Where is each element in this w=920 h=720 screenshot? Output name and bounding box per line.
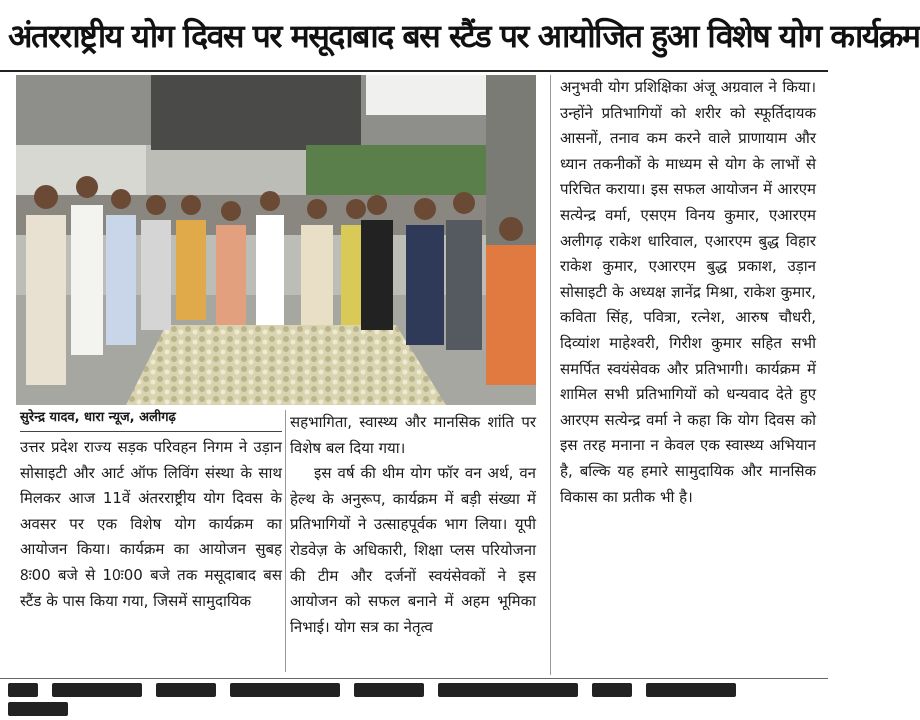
news-photo — [16, 75, 536, 405]
article-column-2 — [290, 410, 536, 640]
headline: अंतरराष्ट्रीय योग दिवस पर मसूदाबाद बस स्टैंड पर आयोजित हुआ विशेष योग कार्यक्रम — [8, 17, 920, 55]
paragraph: उत्तर प्रदेश राज्य सड़क परिवहन निगम ने उड़ान सोसाइटी और आर्ट ऑफ लिविंग संस्था के साथ मिलकर आज 11वें अंतरराष्ट्रीय योग दिवस के अवसर पर एक विशेष योग कार्यक्रम का आयोजन किया। कार्यक्रम का आयोजन सुबह 8ः00 बजे से 10ः00 बजे तक मसूदाबाद बस स्टैंड के पास किया गया, जिसमें सामुदायिक — [20, 438, 282, 610]
paragraph: इस वर्ष की थीम योग फॉर वन अर्थ, वन हेल्थ के अनुरूप, कार्यक्रम में बड़ी संख्या में प्रतिभागियों ने उत्साहपूर्वक भाग लिया। यूपी रोडवेज़ के अधिकारी, शिक्षा प्लस परियोजना की टीम और दर्जनों स्वयंसेवकों ने इस आयोजन को सफल बनाने में अहम भूमिका निभाई। योग सत्र का नेतृत्व — [290, 464, 536, 636]
article-column-1 — [20, 435, 282, 614]
article-column-3 — [560, 75, 816, 510]
bottom-divider — [0, 678, 828, 679]
byline-divider — [20, 431, 282, 432]
paragraph: सहभागिता, स्वास्थ्य और मानसिक शांति पर विशेष बल दिया गया। — [290, 413, 536, 457]
headline-divider — [0, 70, 828, 72]
column-divider — [550, 75, 551, 675]
group-photo-icon — [16, 75, 536, 405]
column-divider — [285, 410, 286, 672]
byline: सुरेन्द्र यादव, धारा न्यूज, अलीगढ़ — [20, 410, 176, 425]
paragraph: अनुभवी योग प्रशिक्षिका अंजू अग्रवाल ने किया। उन्होंने प्रतिभागियों को शरीर को स्फूर्तिदायक आसनों, तनाव कम करने वाले प्राणायाम और ध्यान तकनीकों के माध्यम से योग के लाभों से परिचित कराया। इस सफल आयोजन में आरएम सत्येन्द्र वर्मा, एसएम विनय कुमार, एआरएम अलीगढ़ राकेश धारिवाल, एआरएम बुद्ध विहार राकेश कुमार, एआरएम बुद्ध प्रकाश, उड़ान सोसाइटी के अध्यक्ष ज्ञानेंद्र मिश्रा, राकेश कुमार, कविता सिंह, पवित्रा, रत्नेश, आरुष चौधरी, दिव्यांश माहेश्वरी, गिरीश कुमार सहित सभी समर्पित स्वयंसेवक और प्रतिभागी। कार्यक्रम में शामिल सभी प्रतिभागियों को धन्यवाद देते हुए आरएम सत्येन्द्र वर्मा ने कहा कि योग दिवस को इस तरह मनाना न केवल एक स्वास्थ्य अभियान है, बल्कि यह हमारे सामुदायिक और मानसिक विकास का प्रतीक भी है। — [560, 78, 816, 506]
next-story-cutoff — [8, 682, 820, 696]
